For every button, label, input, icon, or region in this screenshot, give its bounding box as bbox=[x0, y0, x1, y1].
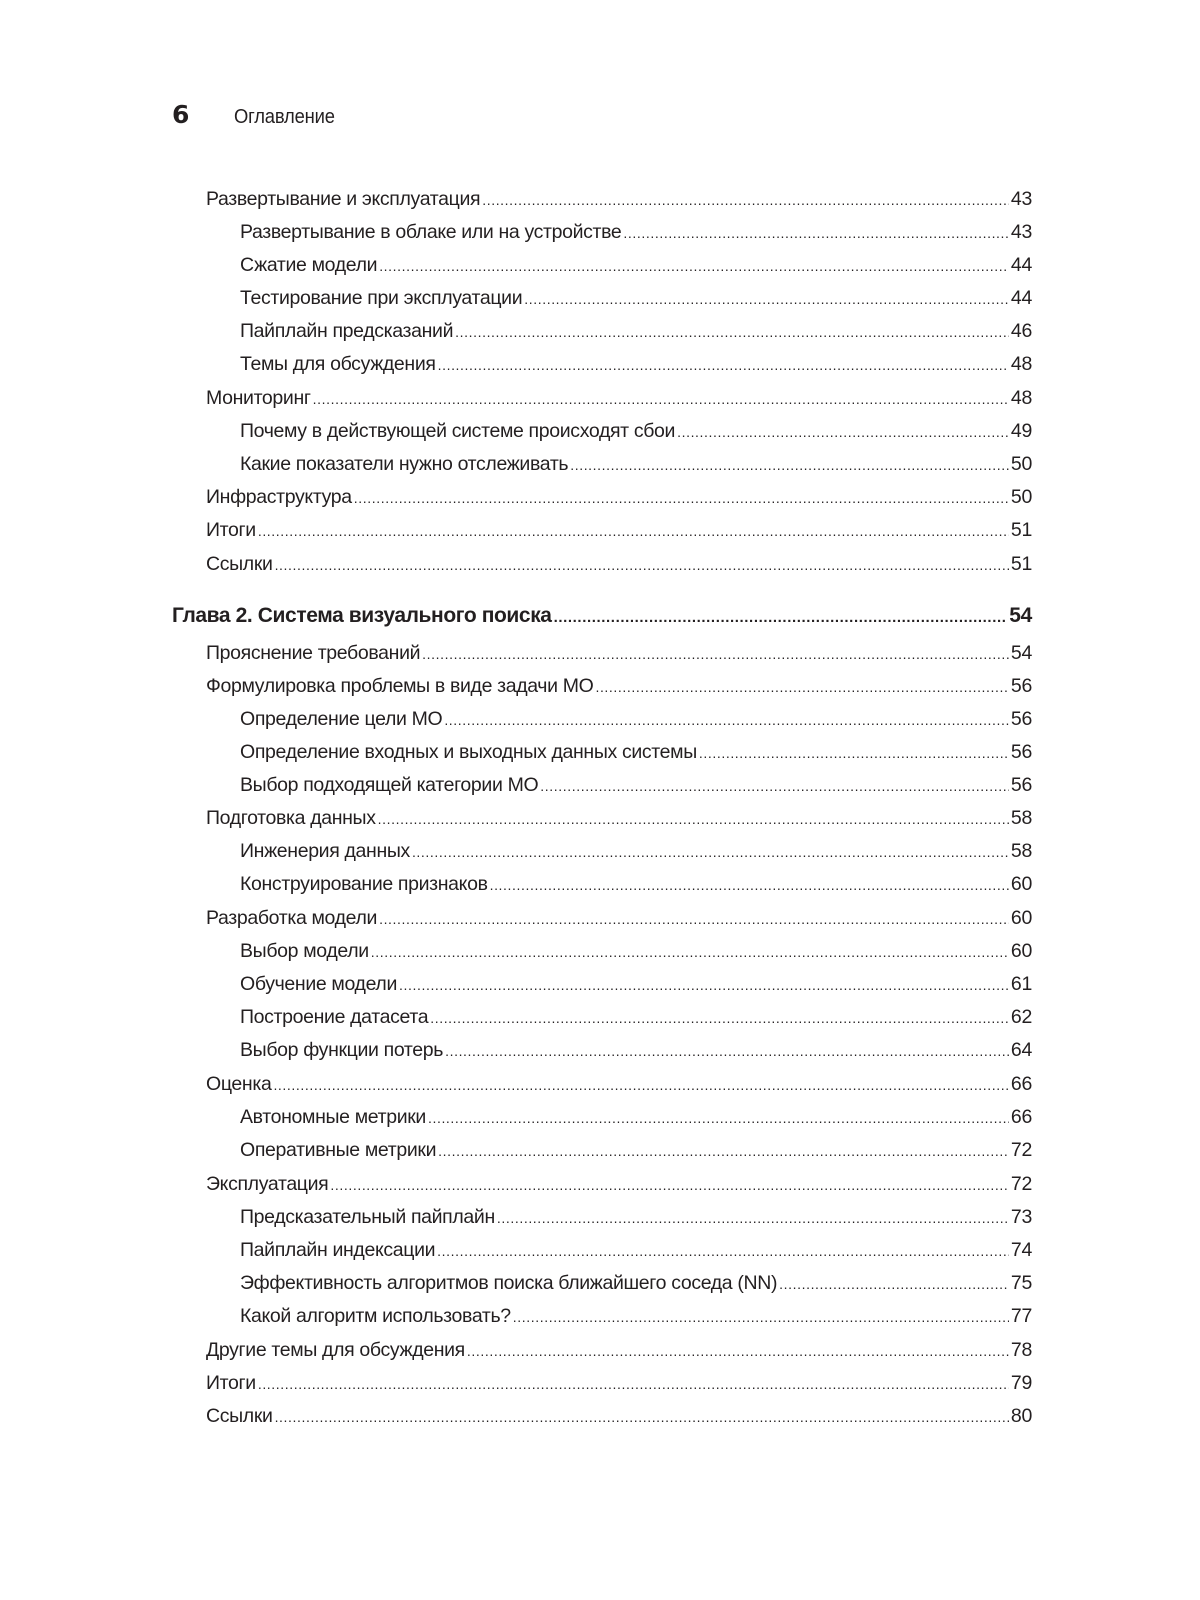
running-title: Оглавление bbox=[234, 106, 335, 128]
toc-entry-page: 61 bbox=[1010, 973, 1032, 995]
toc-entry-title: Подготовка данных bbox=[206, 807, 376, 829]
toc-entry-title: Какие показатели нужно отслеживать bbox=[240, 453, 569, 475]
dot-leader bbox=[524, 287, 1009, 311]
dot-leader bbox=[699, 741, 1009, 765]
dot-leader bbox=[379, 907, 1009, 931]
toc-entry-title: Другие темы для обсуждения bbox=[206, 1339, 465, 1361]
toc-entry bbox=[240, 773, 1032, 797]
toc-entry-page: 77 bbox=[1010, 1305, 1032, 1327]
dot-leader bbox=[422, 642, 1009, 666]
toc-entry-page: 75 bbox=[1010, 1272, 1032, 1294]
toc-entry-title: Какой алгоритм использовать? bbox=[240, 1305, 511, 1327]
toc-entry-title: Тестирование при эксплуатации bbox=[240, 287, 523, 309]
toc-entry-title: Выбор подходящей категории МО bbox=[240, 774, 539, 796]
toc-entry-title: Прояснение требований bbox=[206, 642, 421, 664]
toc-entry-title: Эксплуатация bbox=[206, 1173, 329, 1195]
toc-entry-title: Почему в действующей системе происходят сбои bbox=[240, 420, 676, 442]
dot-leader bbox=[513, 1305, 1009, 1329]
toc-entry bbox=[240, 740, 1032, 764]
toc-entry-title: Определение входных и выходных данных системы bbox=[240, 741, 697, 763]
toc-entry bbox=[240, 1038, 1032, 1062]
dot-leader bbox=[354, 486, 1009, 510]
toc-entry bbox=[240, 1005, 1032, 1029]
dot-leader bbox=[412, 840, 1009, 864]
toc-entry-page: 54 bbox=[1009, 604, 1032, 627]
toc-entry-page: 72 bbox=[1010, 1139, 1032, 1161]
toc-entry-title: Инженерия данных bbox=[240, 840, 410, 862]
dot-leader bbox=[330, 1173, 1009, 1197]
toc-entry bbox=[240, 707, 1032, 731]
page-number: 6 bbox=[172, 100, 190, 129]
dot-leader bbox=[595, 675, 1008, 699]
toc-entry bbox=[240, 319, 1032, 343]
toc-entry bbox=[240, 352, 1032, 376]
toc-entry-page: 60 bbox=[1010, 907, 1032, 929]
toc-entry bbox=[240, 286, 1032, 310]
toc-entry-title: Конструирование признаков bbox=[240, 873, 488, 895]
toc-entry-page: 79 bbox=[1010, 1372, 1032, 1394]
dot-leader bbox=[467, 1339, 1009, 1363]
toc-entry-title: Автономные метрики bbox=[240, 1106, 426, 1128]
toc-entry-title: Ссылки bbox=[206, 553, 273, 575]
toc-entry-title: Развертывание и эксплуатация bbox=[206, 188, 481, 210]
toc-entry-title: Определение цели МО bbox=[240, 708, 443, 730]
toc-entry bbox=[240, 1205, 1032, 1229]
dot-leader bbox=[482, 188, 1009, 212]
dot-leader bbox=[497, 1206, 1009, 1230]
toc-entry bbox=[206, 518, 1032, 542]
toc-entry bbox=[206, 485, 1032, 509]
toc-entry-title: Выбор модели bbox=[240, 940, 369, 962]
toc-entry bbox=[240, 939, 1032, 963]
toc-entry bbox=[240, 972, 1032, 996]
toc-entry bbox=[206, 1338, 1032, 1362]
toc-entry-page: 54 bbox=[1010, 642, 1032, 664]
toc-entry-page: 49 bbox=[1010, 420, 1032, 442]
toc-entry-page: 78 bbox=[1010, 1339, 1032, 1361]
toc-entry bbox=[240, 1238, 1032, 1262]
toc-entry-title: Выбор функции потерь bbox=[240, 1039, 444, 1061]
toc-entry-page: 58 bbox=[1010, 840, 1032, 862]
toc-entry bbox=[240, 872, 1032, 896]
toc-entry-page: 48 bbox=[1010, 387, 1032, 409]
toc-entry-title: Мониторинг bbox=[206, 387, 311, 409]
toc-entry-title: Обучение модели bbox=[240, 973, 398, 995]
toc-entry-page: 60 bbox=[1010, 940, 1032, 962]
toc-entry bbox=[240, 253, 1032, 277]
toc-entry bbox=[206, 386, 1032, 410]
toc-entry-page: 56 bbox=[1010, 741, 1032, 763]
dot-leader bbox=[570, 453, 1009, 477]
toc-entry-page: 44 bbox=[1010, 287, 1032, 309]
toc-entry-page: 66 bbox=[1010, 1073, 1032, 1095]
toc-entry-page: 64 bbox=[1010, 1039, 1032, 1061]
dot-leader bbox=[677, 420, 1009, 444]
toc-entry bbox=[206, 552, 1032, 576]
toc-entry bbox=[206, 674, 1032, 698]
toc-entry-page: 46 bbox=[1010, 320, 1032, 342]
toc-entry bbox=[240, 1304, 1032, 1328]
toc-entry-title: Оперативные метрики bbox=[240, 1139, 437, 1161]
toc-entry-page: 56 bbox=[1010, 675, 1032, 697]
toc-entry-title: Пайплайн предсказаний bbox=[240, 320, 454, 342]
toc-entry bbox=[206, 641, 1032, 665]
dot-leader bbox=[379, 254, 1009, 278]
toc-entry-title: Пайплайн индексации bbox=[240, 1239, 436, 1261]
dot-leader bbox=[438, 1139, 1009, 1163]
toc-entry bbox=[240, 1105, 1032, 1129]
toc-entry-title: Разработка модели bbox=[206, 907, 378, 929]
toc-entry-title: Инфраструктура bbox=[206, 486, 352, 508]
dot-leader bbox=[378, 807, 1009, 831]
toc-entry-title: Эффективность алгоритмов поиска ближайшего соседа (NN) bbox=[240, 1272, 778, 1294]
dot-leader bbox=[428, 1106, 1009, 1130]
toc-entry bbox=[206, 1072, 1032, 1096]
toc-entry-title: Ссылки bbox=[206, 1405, 273, 1427]
toc-entry-title: Итоги bbox=[206, 1372, 256, 1394]
toc-entry-page: 51 bbox=[1010, 519, 1032, 541]
toc-entry-page: 44 bbox=[1010, 254, 1032, 276]
toc-entry-title: Оценка bbox=[206, 1073, 272, 1095]
dot-leader bbox=[430, 1006, 1009, 1030]
toc-entry bbox=[240, 452, 1032, 476]
toc-entry-page: 56 bbox=[1010, 774, 1032, 796]
toc-entry-title: Построение датасета bbox=[240, 1006, 429, 1028]
dot-leader bbox=[258, 519, 1009, 543]
toc-entry-title: Развертывание в облаке или на устройстве bbox=[240, 221, 622, 243]
dot-leader bbox=[623, 221, 1008, 245]
toc-entry-page: 73 bbox=[1010, 1206, 1032, 1228]
dot-leader bbox=[275, 1405, 1009, 1429]
toc-entry-page: 43 bbox=[1010, 188, 1032, 210]
page-header bbox=[172, 100, 344, 129]
toc-entry-page: 80 bbox=[1010, 1405, 1032, 1427]
dot-leader bbox=[554, 606, 1008, 630]
dot-leader bbox=[437, 1239, 1009, 1263]
toc-entry bbox=[206, 1172, 1032, 1196]
toc-entry-page: 72 bbox=[1010, 1173, 1032, 1195]
dot-leader bbox=[313, 387, 1009, 411]
toc-entry-page: 51 bbox=[1010, 553, 1032, 575]
dot-leader bbox=[371, 940, 1009, 964]
toc-entry-page: 60 bbox=[1010, 873, 1032, 895]
dot-leader bbox=[444, 708, 1009, 732]
toc-entry-page: 50 bbox=[1010, 486, 1032, 508]
toc-entry bbox=[240, 1271, 1032, 1295]
toc-chapter bbox=[172, 604, 1032, 628]
toc-entry bbox=[240, 1138, 1032, 1162]
toc-entry-page: 56 bbox=[1010, 708, 1032, 730]
toc-entry-title: Сжатие модели bbox=[240, 254, 378, 276]
dot-leader bbox=[490, 873, 1009, 897]
dot-leader bbox=[540, 774, 1009, 798]
toc-entry bbox=[206, 1404, 1032, 1428]
dot-leader bbox=[258, 1372, 1009, 1396]
toc-entry-title: Итоги bbox=[206, 519, 256, 541]
dot-leader bbox=[273, 1073, 1008, 1097]
toc-entry-page: 48 bbox=[1010, 353, 1032, 375]
toc-entry-title: Предсказательный пайплайн bbox=[240, 1206, 495, 1228]
toc-entry-page: 58 bbox=[1010, 807, 1032, 829]
toc-entry bbox=[206, 1371, 1032, 1395]
dot-leader bbox=[399, 973, 1009, 997]
toc-entry-title: Темы для обсуждения bbox=[240, 353, 436, 375]
dot-leader bbox=[438, 353, 1009, 377]
toc-entry bbox=[240, 839, 1032, 863]
toc-entry bbox=[240, 419, 1032, 443]
toc-entry bbox=[206, 187, 1032, 211]
toc-entry bbox=[206, 806, 1032, 830]
toc-entry bbox=[240, 220, 1032, 244]
toc-entry bbox=[206, 906, 1032, 930]
toc-entry-page: 43 bbox=[1010, 221, 1032, 243]
dot-leader bbox=[275, 553, 1009, 577]
dot-leader bbox=[779, 1272, 1009, 1296]
toc-entry-title: Глава 2. Система визуального поиска bbox=[172, 604, 552, 627]
toc-entry-page: 74 bbox=[1010, 1239, 1032, 1261]
toc-entry-page: 66 bbox=[1010, 1106, 1032, 1128]
dot-leader bbox=[445, 1039, 1009, 1063]
toc-entry-page: 50 bbox=[1010, 453, 1032, 475]
toc-entry-page: 62 bbox=[1010, 1006, 1032, 1028]
dot-leader bbox=[455, 320, 1009, 344]
toc-entry-title: Формулировка проблемы в виде задачи МО bbox=[206, 675, 594, 697]
